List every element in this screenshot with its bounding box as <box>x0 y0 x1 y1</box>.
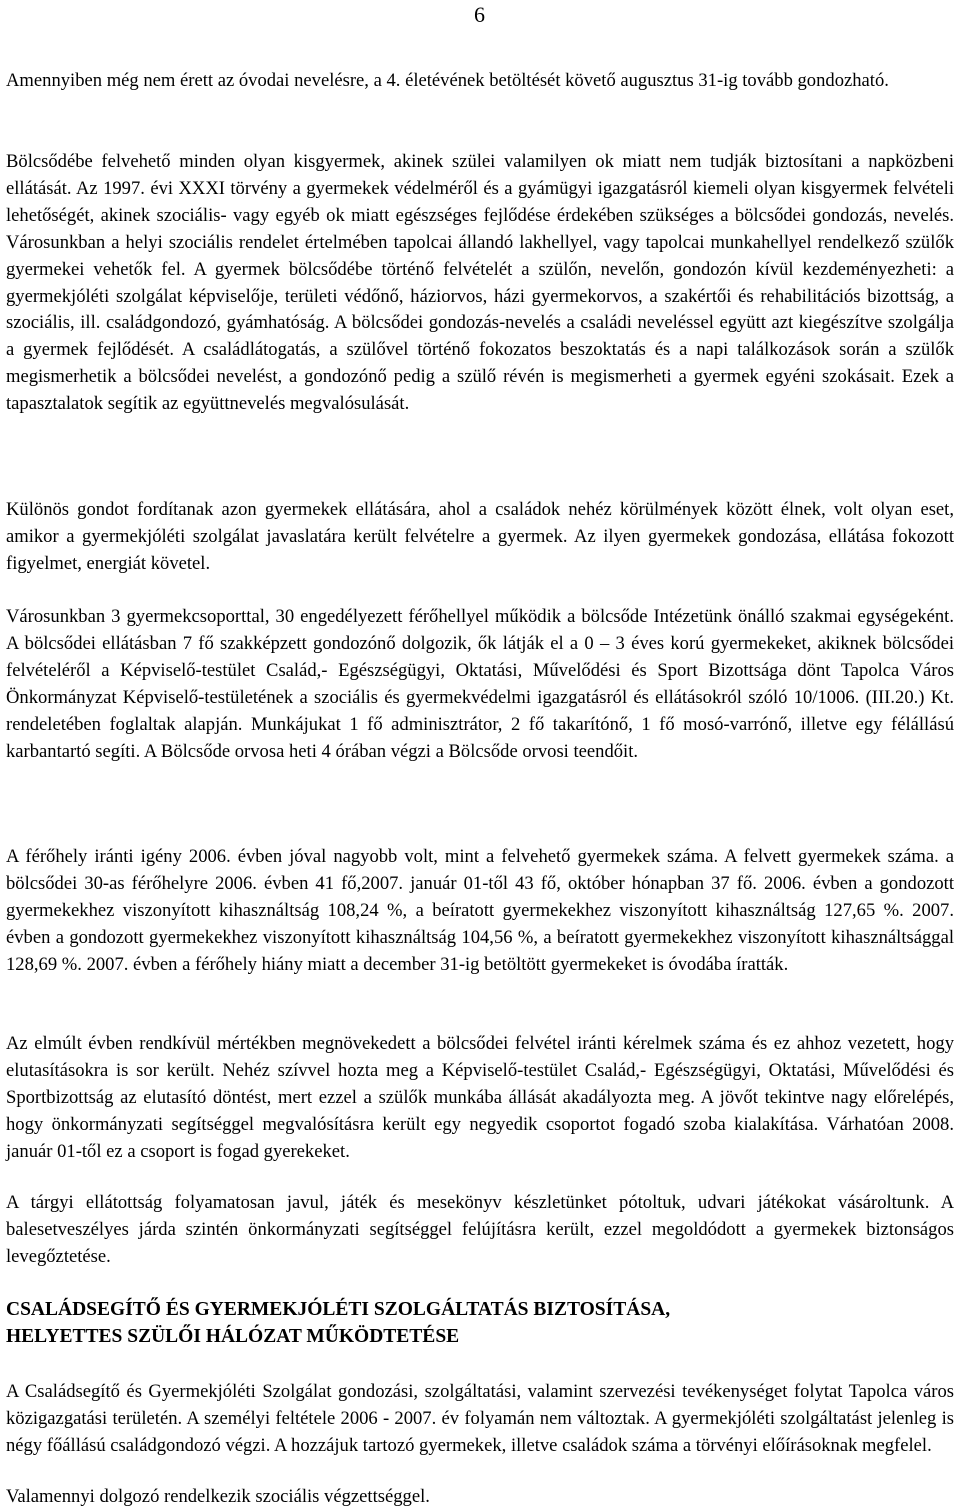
paragraph-family-support-service: A Családsegítő és Gyermekjóléti Szolgálat gondozási, szolgáltatási, valamint szervezési tevékenységet folytat Tapolca város közigazgatási területén. A személyi feltétele 2006 - 2007. év folyamán nem változtak. A gyermekjóléti szolgáltatást jelenleg is négy főállású családgondozó végzi. A hozzájuk tartozó gyermekek, illetve családok száma a törvényi előírásoknak megfelel. <box>6 1381 954 1456</box>
paragraph-special-care: Különös gondot fordítanak azon gyermekek ellátására, ahol a családok nehéz körülmények között élnek, volt olyan eset, amikor a gyermekjóléti szolgálat javaslatára került felvételre a gyermek. Az ilyen gyermekek gondozása, ellátása fokozott figyelmet, energiát követel. <box>6 499 954 574</box>
paragraph-equipment: A tárgyi ellátottság folyamatosan javul, játék és mesekönyv készletünket pótoltuk, udvari játékokat vásároltunk. A balesetveszélyes járda szintén önkormányzati segítséggel felújításra került, ezzel megoldódott a gyermekek biztonságos levegőztetése. <box>6 1192 954 1267</box>
paragraph-nursery-staff: Városunkban 3 gyermekcsoporttal, 30 engedélyezett férőhellyel működik a bölcsőde Intézetünk önálló szakmai egységeként. A bölcsődei ellátásban 7 fő szakképzett gondozónő dolgozik, ők látják el a 0 – 3 éves korú gyermekeket, akiknek bölcsődei felvételéről a Képviselő-testület Család,- Egészségügyi, Oktatási, Művelődési és Sport Bizottsága dönt Tapolca Város Önkormányzat Képviselő-testületének a szociális és gyermekvédelmi igazgatásról és ellátásokról szóló 10/1006. (III.20.) Kt. rendeletében foglaltak alapján. Munkájukat 1 fő adminisztrátor, 2 fő takarítónő, 1 fő mosó-varrónő, illetve egy félállású karbantartó segíti. A Bölcsőde orvosa heti 4 órában végzi a Bölcsőde orvosi teendőit. <box>6 606 954 762</box>
page-number: 6 <box>474 2 485 27</box>
paragraph-rejections: Az elmúlt évben rendkívül mértékben megnövekedett a bölcsődei felvétel iránti kérelmek száma és ez ahhoz vezetett, hogy elutasításokra is sor került. Nehéz szívvel hozta meg a Képviselő-testület Család,- Egészségügyi, Oktatási, Művelődési és Sportbizottság az elutasító döntést, mert ezzel a szülők munkába állását akadályozta meg. A jövőt tekintve nagy előrelépés, hogy önkormányzati segítséggel megvalósításra került egy negyedik csoportot fogadó szoba kialakítása. Várhatóan 2008. január 01-től ez a csoport is fogad gyerekeket. <box>6 1033 954 1162</box>
section-heading-line-1: CSALÁDSEGÍTŐ ÉS GYERMEKJÓLÉTI SZOLGÁLTATÁS BIZTOSÍTÁSA, <box>6 1299 671 1320</box>
section-heading-line-2: HELYETTES SZÜLŐI HÁLÓZAT MŰKÖDTETÉSE <box>6 1326 460 1347</box>
paragraph-nursery-admission: Bölcsődébe felvehető minden olyan kisgyermek, akinek szülei valamilyen ok miatt nem tudják biztosítani a napközbeni ellátását. Az 1997. évi XXXI törvény a gyermekek védelméről és a gyámügyi igazgatásról kiemeli olyan kisgyermek felvételi lehetőségét, akinek szociális- vagy egyéb ok miatt egészséges fejlődése érdekében szükséges a bölcsődei gondozás, nevelés. Városunkban a helyi szociális rendelet értelmében tapolcai állandó lakhellyel, vagy tapolcai munkahellyel rendelkező szülők gyermekei vehetők fel. A gyermek bölcsődébe történő felvételét a szülőn, nevelőn, gondozón kívül kezdeményezheti: a gyermekjóléti szolgálat képviselője, területi védőnő, háziorvos, házi gyermekorvos, a szakértői és rehabilitációs bizottság, a szociális, ill. családgondozó, gyámhatóság. A bölcsődei gondozás-nevelés a családi neveléssel együtt azt kiegészítve szolgálja a gyermek fejlődését. A családlátogatás, a szülővel történő fokozatos beszoktatás és a napi találkozások során a szülők megismerhetik a bölcsődei nevelést, a gondozónő pedig a szülő révén is megismerheti a gyermek egyéni szokásait. Ezek a tapasztalatok segítik az együttnevelés megvalósulását. <box>6 151 954 415</box>
paragraph-kindergarten-age: Amennyiben még nem érett az óvodai nevelésre, a 4. életévének betöltését követő augusztus 31-ig tovább gondozható. <box>6 70 889 91</box>
paragraph-capacity-usage: A férőhely iránti igény 2006. évben jóval nagyobb volt, mint a felvehető gyermekek száma. A felvett gyermekek száma. a bölcsődei 30-as férőhelyre 2006. évben 41 fő,2007. január 01-től 43 fő, október hónapban 37 fő. 2006. évben a gondozott gyermekekhez viszonyított kihasználtság 108,24 %, a beíratott gyermekekhez viszonyított kihasználtság 127,65 %. 2007. évben a gondozott gyermekekhez viszonyított kihasználtság 104,56 %, a beíratott gyermekekhez viszonyított kihasználtsággal 128,69 %. 2007. évben a férőhely hiány miatt a december 31-ig betöltött gyermekeket is óvodába íratták. <box>6 846 954 975</box>
paragraph-staff-qualification: Valamennyi dolgozó rendelkezik szociális végzettséggel. <box>6 1486 430 1507</box>
section-heading <box>6 1296 954 1350</box>
